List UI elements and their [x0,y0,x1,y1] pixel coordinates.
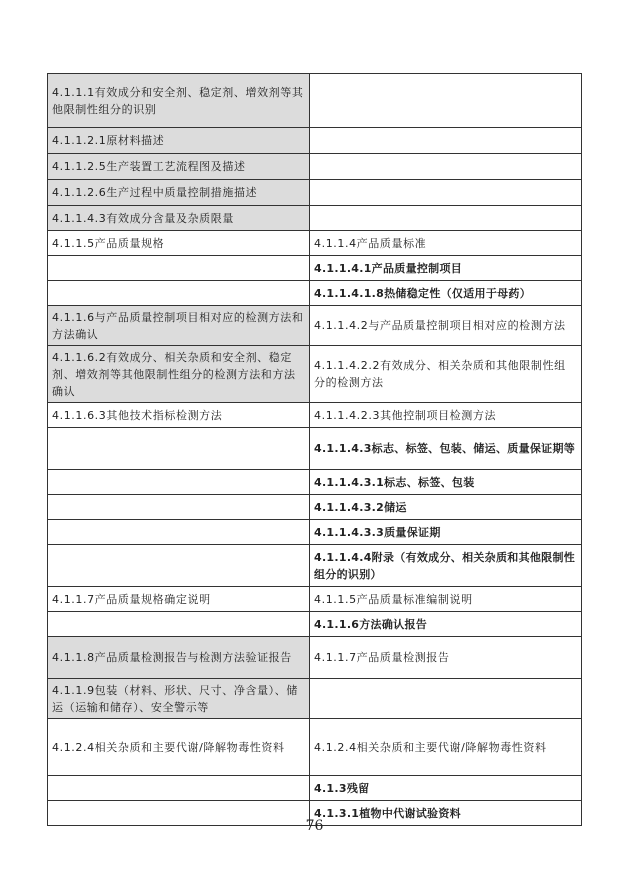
left-cell: 4.1.1.1有效成分和安全剂、稳定剂、增效剂等其他限制性组分的识别 [48,74,310,128]
right-cell [310,154,582,180]
right-cell: 4.1.1.5产品质量标准编制说明 [310,587,582,612]
table-row [48,74,582,128]
table-row [48,612,582,637]
table-row [48,256,582,281]
table-row [48,346,582,403]
right-cell: 4.1.1.4.4附录（有效成分、相关杂质和其他限制性组分的识别） [310,545,582,587]
right-cell [310,128,582,154]
table-row [48,206,582,231]
right-cell: 4.1.1.4.3.1标志、标签、包装 [310,470,582,495]
left-cell: 4.1.1.6与产品质量控制项目相对应的检测方法和方法确认 [48,306,310,346]
table-row [48,154,582,180]
left-cell: 4.1.1.6.3其他技术指标检测方法 [48,403,310,428]
right-cell: 4.1.1.7产品质量检测报告 [310,637,582,679]
left-cell: 4.1.1.2.1原材料描述 [48,128,310,154]
table-row [48,776,582,801]
table-row [48,679,582,719]
right-cell: 4.1.1.4.1.8热储稳定性（仅适用于母药） [310,281,582,306]
left-cell [48,470,310,495]
comparison-table [47,73,582,826]
left-cell [48,428,310,470]
table-row [48,587,582,612]
left-cell [48,776,310,801]
right-cell: 4.1.1.4.1产品质量控制项目 [310,256,582,281]
table-row [48,495,582,520]
table-row [48,545,582,587]
table-row [48,128,582,154]
left-cell [48,545,310,587]
right-cell: 4.1.1.6方法确认报告 [310,612,582,637]
table-row [48,231,582,256]
left-cell: 4.1.1.7产品质量规格确定说明 [48,587,310,612]
right-cell [310,206,582,231]
table-row [48,719,582,776]
left-cell [48,520,310,545]
right-cell: 4.1.2.4相关杂质和主要代谢/降解物毒性资料 [310,719,582,776]
page-number: 76 [305,818,324,834]
right-cell [310,74,582,128]
table-row [48,520,582,545]
right-cell: 4.1.3残留 [310,776,582,801]
right-cell: 4.1.1.4.2.2有效成分、相关杂质和其他限制性组分的检测方法 [310,346,582,403]
right-cell: 4.1.1.4.2.3其他控制项目检测方法 [310,403,582,428]
left-cell [48,495,310,520]
left-cell: 4.1.1.8产品质量检测报告与检测方法验证报告 [48,637,310,679]
left-cell: 4.1.1.4.3有效成分含量及杂质限量 [48,206,310,231]
left-cell [48,281,310,306]
right-cell: 4.1.1.4.3.3质量保证期 [310,520,582,545]
left-cell: 4.1.1.2.5生产装置工艺流程图及描述 [48,154,310,180]
left-cell: 4.1.2.4相关杂质和主要代谢/降解物毒性资料 [48,719,310,776]
left-cell [48,256,310,281]
table-row [48,428,582,470]
right-cell: 4.1.1.4产品质量标准 [310,231,582,256]
table-row [48,403,582,428]
table-row [48,281,582,306]
left-cell: 4.1.1.5产品质量规格 [48,231,310,256]
right-cell [310,679,582,719]
table-row [48,306,582,346]
right-cell: 4.1.3.1植物中代谢试验资料 [310,801,582,826]
right-cell [310,180,582,206]
left-cell: 4.1.1.2.6生产过程中质量控制措施描述 [48,180,310,206]
table-row [48,637,582,679]
left-cell: 4.1.1.9包装（材料、形状、尺寸、净含量）、储运（运输和储存）、安全警示等 [48,679,310,719]
left-cell: 4.1.1.6.2有效成分、相关杂质和安全剂、稳定剂、增效剂等其他限制性组分的检测方法和方法确认 [48,346,310,403]
right-cell: 4.1.1.4.3.2储运 [310,495,582,520]
left-cell [48,612,310,637]
table-row [48,180,582,206]
right-cell: 4.1.1.4.3标志、标签、包装、储运、质量保证期等 [310,428,582,470]
table-body [48,74,582,826]
table-row [48,470,582,495]
right-cell: 4.1.1.4.2与产品质量控制项目相对应的检测方法 [310,306,582,346]
